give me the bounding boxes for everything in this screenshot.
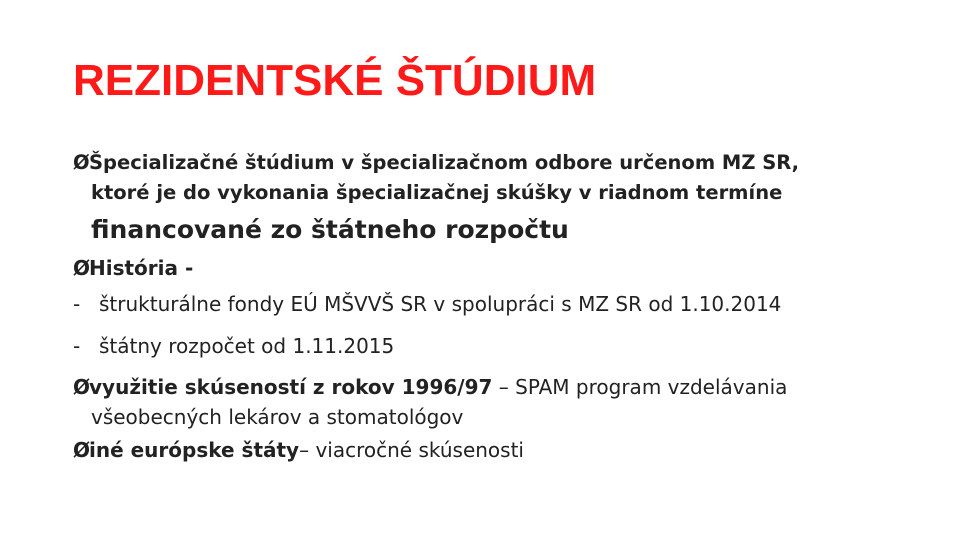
arrow-bullet-icon: Ø xyxy=(73,151,90,174)
bullet-item-specialization xyxy=(73,148,799,250)
bullet-text-line2: ktoré je do vykonania špecializačnej skúšky v riadnom termíne xyxy=(91,181,783,204)
experience-text-line2: všeobecných lekárov a stomatológov xyxy=(91,405,464,429)
bullet-text-line3: financované zo štátneho rozpočtu xyxy=(91,215,569,244)
history-heading: História - xyxy=(89,256,194,280)
bullet-item-history xyxy=(73,256,193,280)
experience-rest-text: – SPAM program vzdelávania xyxy=(492,375,788,399)
bullet-item-other-states xyxy=(73,438,524,462)
bullet-item-experience xyxy=(73,372,787,432)
other-states-rest-text: – viacročné skúsenosti xyxy=(299,438,524,462)
experience-bold-text: využitie skúseností z rokov 1996/97 xyxy=(89,375,493,399)
other-states-bold-text: iné európske štáty xyxy=(89,438,300,462)
history-text: štátny rozpočet od 1.11.2015 xyxy=(99,334,395,358)
history-text: štrukturálne fondy EÚ MŠVVŠ SR v spolupráci s MZ SR od 1.10.2014 xyxy=(99,292,782,316)
bullet-text-line1: Špecializačné štúdium v špecializačnom odbore určenom MZ SR, xyxy=(89,151,800,174)
history-list-item xyxy=(73,292,781,316)
arrow-bullet-icon: Ø xyxy=(73,375,91,399)
dash-marker: - xyxy=(73,292,81,316)
dash-marker: - xyxy=(73,334,81,358)
arrow-bullet-icon: Ø xyxy=(73,256,91,280)
history-list-item xyxy=(73,334,394,358)
arrow-bullet-icon: Ø xyxy=(73,438,91,462)
slide-title: REZIDENTSKÉ ŠTÚDIUM xyxy=(73,56,597,105)
